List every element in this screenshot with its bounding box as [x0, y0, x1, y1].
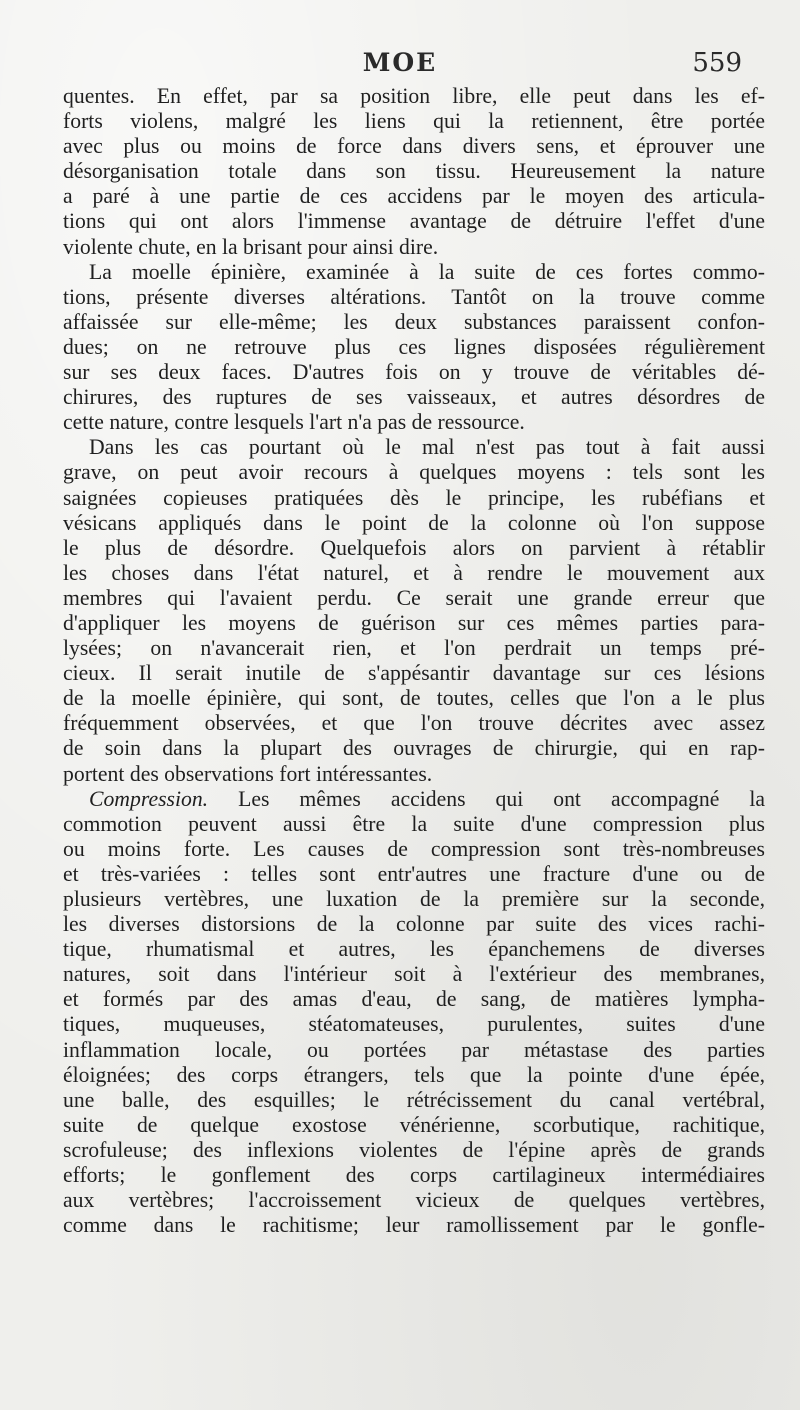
- text-line: violente chute, en la brisant pour ainsi dire.: [63, 234, 439, 259]
- text-line: commotion peuvent aussi être la suite d'une compression plus: [63, 811, 765, 836]
- text-line: d'appliquer les moyens de guérison sur ces mêmes parties para-: [63, 610, 765, 635]
- text-line: sur ses deux faces. D'autres fois on y trouve de véritables dé-: [63, 360, 765, 385]
- text-line: Dans les cas pourtant où le mal n'est pas tout à fait aussi: [89, 435, 765, 460]
- text-line: chirures, des ruptures de ses vaisseaux, et autres désordres de: [63, 385, 765, 410]
- text-line: les choses dans l'état naturel, et à rendre le mouvement aux: [63, 560, 765, 585]
- text-line: avec plus ou moins de force dans divers sens, et éprouver une: [63, 134, 765, 159]
- page-number: 559: [692, 48, 742, 78]
- text-line: le plus de désordre. Quelquefois alors on parvient à rétablir: [63, 535, 765, 560]
- text-line: efforts; le gonflement des corps cartilagineux intermédiaires: [63, 1163, 765, 1188]
- text-line: forts violens, malgré les liens qui la retiennent, être portée: [63, 109, 765, 134]
- text-line: scrofuleuse; des inflexions violentes de l'épine après de grands: [63, 1137, 765, 1162]
- text-line: portent des observations fort intéressantes.: [63, 761, 433, 786]
- text-line: tions qui ont alors l'immense avantage de détruire l'effet d'une: [63, 209, 765, 234]
- text-line: a paré à une partie de ces accidens par le moyen des articula-: [63, 184, 765, 209]
- text-line: lysées; on n'avancerait rien, et l'on perdrait un temps pré-: [63, 636, 765, 661]
- text-line: aux vertèbres; l'accroissement vicieux de quelques vertèbres,: [63, 1188, 765, 1213]
- text-line: ou moins forte. Les causes de compression sont très-nombreuses: [63, 836, 765, 861]
- running-title: MOE: [362, 48, 438, 77]
- text-line: cieux. Il serait inutile de s'appésantir davantage sur ces lésions: [63, 661, 765, 686]
- text-line: une balle, des esquilles; le rétrécissement du canal vertébral,: [63, 1087, 765, 1112]
- text-line: affaissée sur elle-même; les deux substances paraissent confon-: [63, 309, 765, 334]
- text-line: quentes. En effet, par sa position libre, elle peut dans les ef-: [63, 84, 765, 108]
- text-line: dues; on ne retrouve plus ces lignes disposées régulièrement: [63, 334, 765, 359]
- text-line: inflammation locale, ou portées par métastase des parties: [63, 1037, 765, 1062]
- text-line: natures, soit dans l'intérieur soit à l'extérieur des membranes,: [63, 962, 765, 987]
- text-line: et très-variées : telles sont entr'autres une fracture d'une ou de: [63, 861, 765, 886]
- text-line: de la moelle épinière, qui sont, de toutes, celles que l'on a le plus: [63, 686, 765, 711]
- text-line: saignées copieuses pratiquées dès le principe, les rubéfians et: [63, 485, 765, 510]
- text-line: cette nature, contre lesquels l'art n'a pas de ressource.: [63, 410, 525, 435]
- section-heading: Compression.: [89, 786, 209, 811]
- text-line: La moelle épinière, examinée à la suite de ces fortes commo-: [89, 259, 765, 284]
- text-fragment: Les mêmes accidens qui ont accompagné la: [208, 786, 765, 811]
- text-line: vésicans appliqués dans le point de la colonne où l'on suppose: [63, 510, 765, 535]
- text-line: tique, rhumatismal et autres, les épanchemens de diverses: [63, 937, 765, 962]
- text-line: tions, présente diverses altérations. Tantôt on la trouve comme: [63, 284, 765, 309]
- text-line: éloignées; des corps étrangers, tels que la pointe d'une épée,: [63, 1062, 765, 1087]
- text-line: désorganisation totale dans son tissu. Heureusement la nature: [63, 159, 765, 184]
- text-line: fréquemment observées, et que l'on trouve décrites avec assez: [63, 711, 765, 736]
- body-text: [63, 84, 765, 1238]
- text-line: grave, on peut avoir recours à quelques moyens : tels sont les: [63, 460, 765, 485]
- text-line: tiques, muqueuses, stéatomateuses, purulentes, suites d'une: [63, 1012, 765, 1037]
- running-head: [0, 48, 800, 84]
- text-line: [63, 787, 765, 812]
- text-line: de soin dans la plupart des ouvrages de chirurgie, qui en rap-: [63, 736, 765, 761]
- text-line: membres qui l'avaient perdu. Ce serait une grande erreur que: [63, 585, 765, 610]
- text-line: suite de quelque exostose vénérienne, scorbutique, rachitique,: [63, 1112, 765, 1137]
- text-line: comme dans le rachitisme; leur ramollissement par le gonfle-: [63, 1213, 765, 1238]
- text-line: et formés par des amas d'eau, de sang, de matières lympha-: [63, 987, 765, 1012]
- text-line: les diverses distorsions de la colonne par suite des vices rachi-: [63, 912, 765, 937]
- text-line: plusieurs vertèbres, une luxation de la première sur la seconde,: [63, 887, 765, 911]
